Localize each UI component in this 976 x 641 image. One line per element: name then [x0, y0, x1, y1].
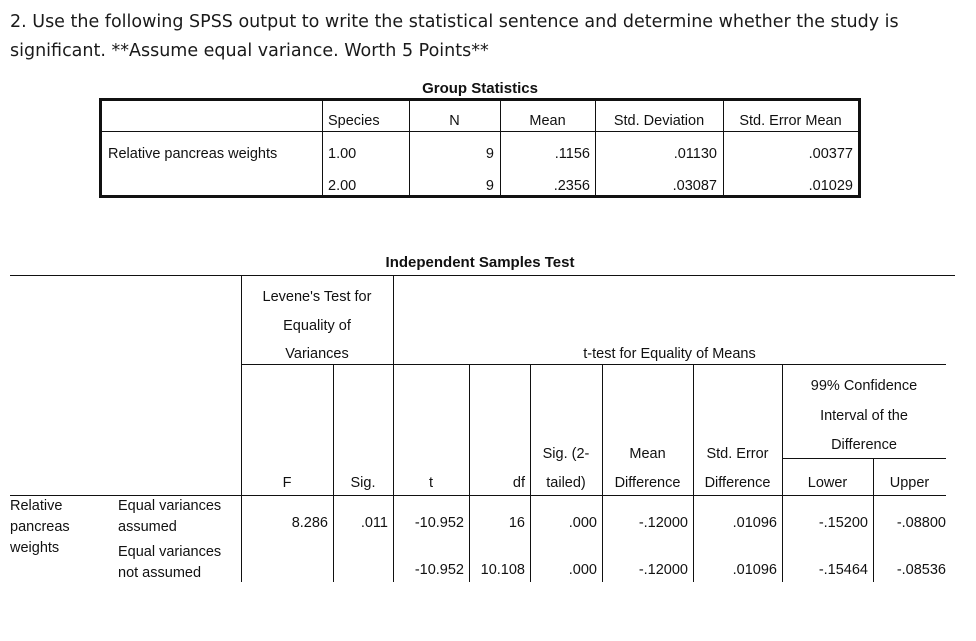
gs-header-sd: Std. Deviation: [613, 113, 705, 129]
row2-sig2: .000: [568, 562, 597, 578]
gs-header-species: Species: [328, 113, 380, 129]
row2-se-diff: .01096: [732, 562, 777, 578]
ist-divider: [602, 364, 603, 582]
gs-header-mean: Mean: [529, 113, 566, 129]
levene-header-line: Levene's Test for: [262, 289, 372, 305]
gs-n: 9: [485, 178, 494, 194]
gs-border-bottom: [99, 195, 861, 198]
ist-title: Independent Samples Test: [385, 254, 575, 271]
gs-divider: [322, 98, 323, 198]
ist-row-label: pancreas: [10, 519, 70, 535]
ist-rule-header: [241, 364, 946, 365]
gs-sd: .01130: [673, 146, 717, 162]
ci-header-line: 99% Confidence: [810, 378, 918, 394]
gs-n: 9: [485, 146, 494, 162]
row1-upper: -.08800: [896, 515, 946, 531]
ist-rule-top: [10, 275, 955, 276]
ist-row-label: Relative: [10, 498, 63, 514]
gs-mean: .1156: [554, 146, 590, 162]
row-equal-assumed-label: assumed: [118, 519, 177, 535]
gs-mean: .2356: [553, 178, 590, 194]
row2-upper: -.08536: [896, 562, 946, 578]
row1-sig2: .000: [568, 515, 597, 531]
gs-sd: .03087: [672, 178, 717, 194]
row1-mean-diff: -.12000: [638, 515, 688, 531]
col-se-diff-header: Std. Error: [706, 446, 769, 462]
col-lower-header: Lower: [807, 475, 848, 491]
ttest-header: t-test for Equality of Means: [583, 346, 756, 362]
row1-sig: .011: [360, 515, 388, 531]
col-se-diff-header: Difference: [704, 475, 771, 491]
row1-t: -10.952: [414, 515, 464, 531]
ci-header-line: Interval of the: [820, 408, 908, 424]
gs-row-label: Relative pancreas weights: [108, 146, 278, 162]
row2-t: -10.952: [414, 562, 464, 578]
levene-header-line: Equality of: [283, 318, 351, 334]
gs-se: .00377: [808, 146, 853, 162]
ist-divider: [782, 364, 783, 582]
question-text: [10, 8, 965, 66]
gs-header-rule: [99, 131, 861, 132]
ist-divider: [469, 364, 470, 582]
row1-lower: -.15200: [818, 515, 868, 531]
row-equal-assumed-label: Equal variances: [118, 498, 222, 514]
row1-se-diff: .01096: [732, 515, 777, 531]
row2-df: 10.108: [480, 562, 525, 578]
row2-lower: -.15464: [818, 562, 868, 578]
row1-f: 8.286: [291, 515, 328, 531]
row1-df: 16: [508, 515, 525, 531]
question-line-1: 2. Use the following SPSS output to write the statistical sentence and determine whether the study is: [10, 12, 899, 32]
col-mean-diff-header: Difference: [614, 475, 681, 491]
gs-header-n: N: [449, 113, 460, 129]
ci-header-line: Difference: [831, 437, 897, 453]
gs-border-left: [99, 98, 102, 198]
col-mean-diff-header: Mean: [629, 446, 666, 462]
gs-se: .01029: [808, 178, 853, 194]
ist-rule-body: [10, 495, 946, 496]
ist-divider: [393, 275, 394, 582]
ist-divider: [530, 364, 531, 582]
gs-species: 1.00: [328, 146, 357, 162]
gs-border-top: [99, 98, 861, 101]
ist-divider: [693, 364, 694, 582]
row-not-assumed-label: not assumed: [118, 565, 202, 581]
question-line-2: significant. **Assume equal variance. Worth 5 Points**: [10, 41, 489, 61]
group-statistics-title: Group Statistics: [422, 80, 538, 97]
gs-border-right: [858, 98, 861, 198]
gs-species: 2.00: [328, 178, 357, 194]
gs-header-se: Std. Error Mean: [739, 113, 842, 129]
col-sig2-header: tailed): [546, 475, 586, 491]
row-not-assumed-label: Equal variances: [118, 544, 222, 560]
ist-divider: [333, 364, 334, 582]
levene-header-line: Variances: [285, 346, 349, 362]
col-sig2-header: Sig. (2-: [542, 446, 590, 462]
row2-mean-diff: -.12000: [638, 562, 688, 578]
col-t-header: t: [428, 475, 434, 491]
col-df-header: df: [512, 475, 525, 491]
col-f-header: F: [282, 475, 292, 491]
ist-rule-ci: [782, 458, 946, 459]
col-sig-header: Sig.: [350, 475, 376, 491]
ist-row-label: weights: [10, 540, 60, 556]
col-upper-header: Upper: [889, 475, 930, 491]
